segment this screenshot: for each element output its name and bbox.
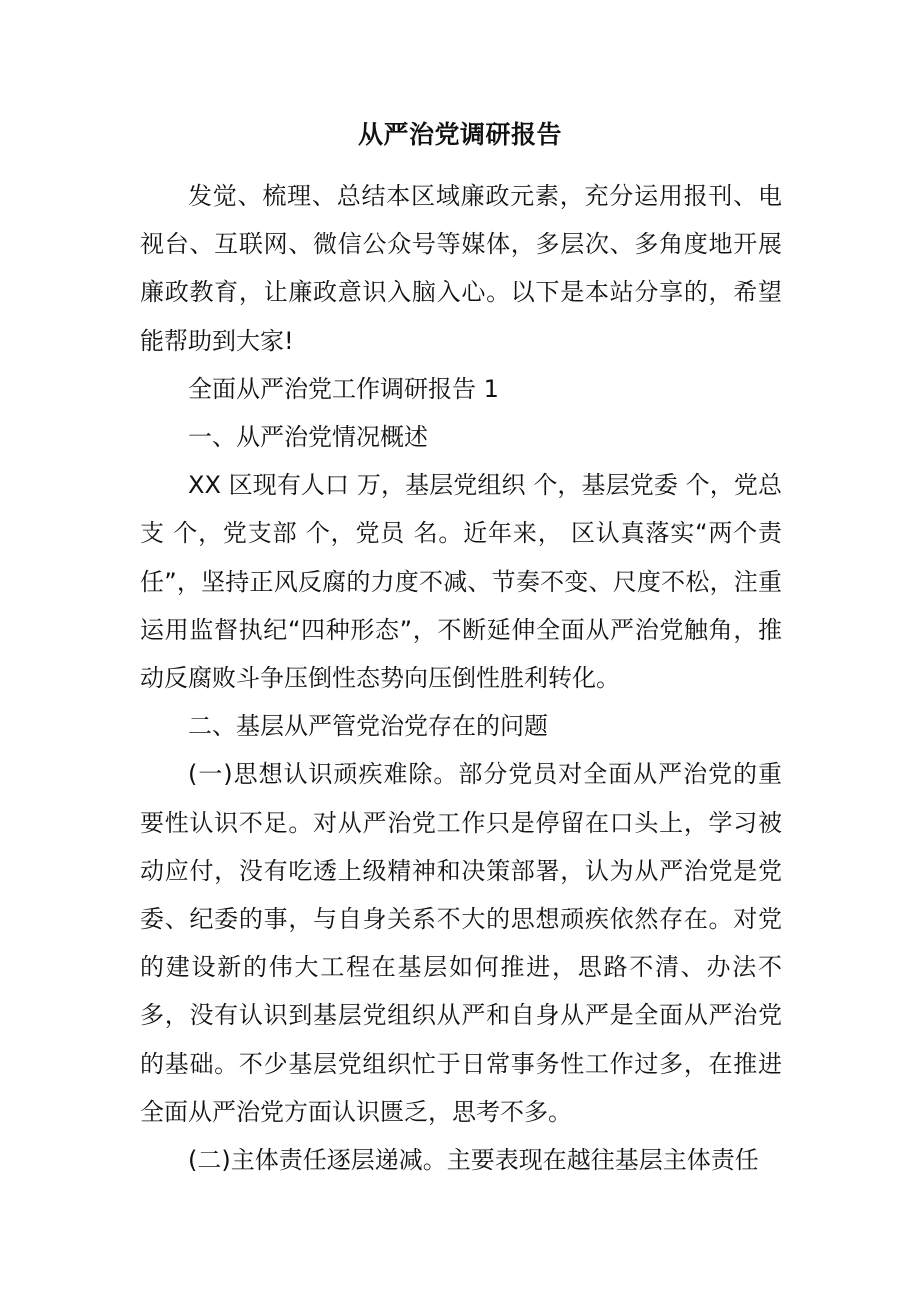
overview-paragraph: XX 区现有人口 万，基层党组织 个，基层党委 个，党总支 个，党支部 个，党员 名。近年来， 区认真落实“两个责任”，坚持正风反腐的力度不减、节奏不变、尺度不松，注重运用监督执纪“四种形态”，不断延伸全面从严治党触角，推动反腐败斗争压倒性态势向压倒性胜利转化。 [140,471,782,693]
document-body [140,172,782,1184]
section-heading-overview: 一、从严治党情况概述 [188,423,428,452]
problem-paragraph-2: (二)主体责任逐层递减。主要表现在越往基层主体责任 [188,1146,759,1175]
section-heading-problems: 二、基层从严管党治党存在的问题 [188,712,548,741]
document-title: 从严治党调研报告 [357,120,562,149]
report-subtitle: 全面从严治党工作调研报告 1 [188,374,499,403]
intro-paragraph: 发觉、梳理、总结本区域廉政元素，充分运用报刊、电视台、互联网、微信公众号等媒体，多层次、多角度地开展廉政教育，让廉政意识入脑入心。以下是本站分享的，希望能帮助到大家! [140,182,782,355]
problem-paragraph-1: (一)思想认识顽疾难除。部分党员对全面从严治党的重要性认识不足。对从严治党工作只是停留在口头上，学习被动应付，没有吃透上级精神和决策部署，认为从严治党是党委、纪委的事，与自身关系不大的思想顽疾依然存在。对党的建设新的伟大工程在基层如何推进，思路不清、办法不多，没有认识到基层党组织从严和自身从严是全面从严治党的基础。不少基层党组织忙于日常事务性工作过多，在推进全面从严治党方面认识匮乏，思考不多。 [140,760,782,1126]
